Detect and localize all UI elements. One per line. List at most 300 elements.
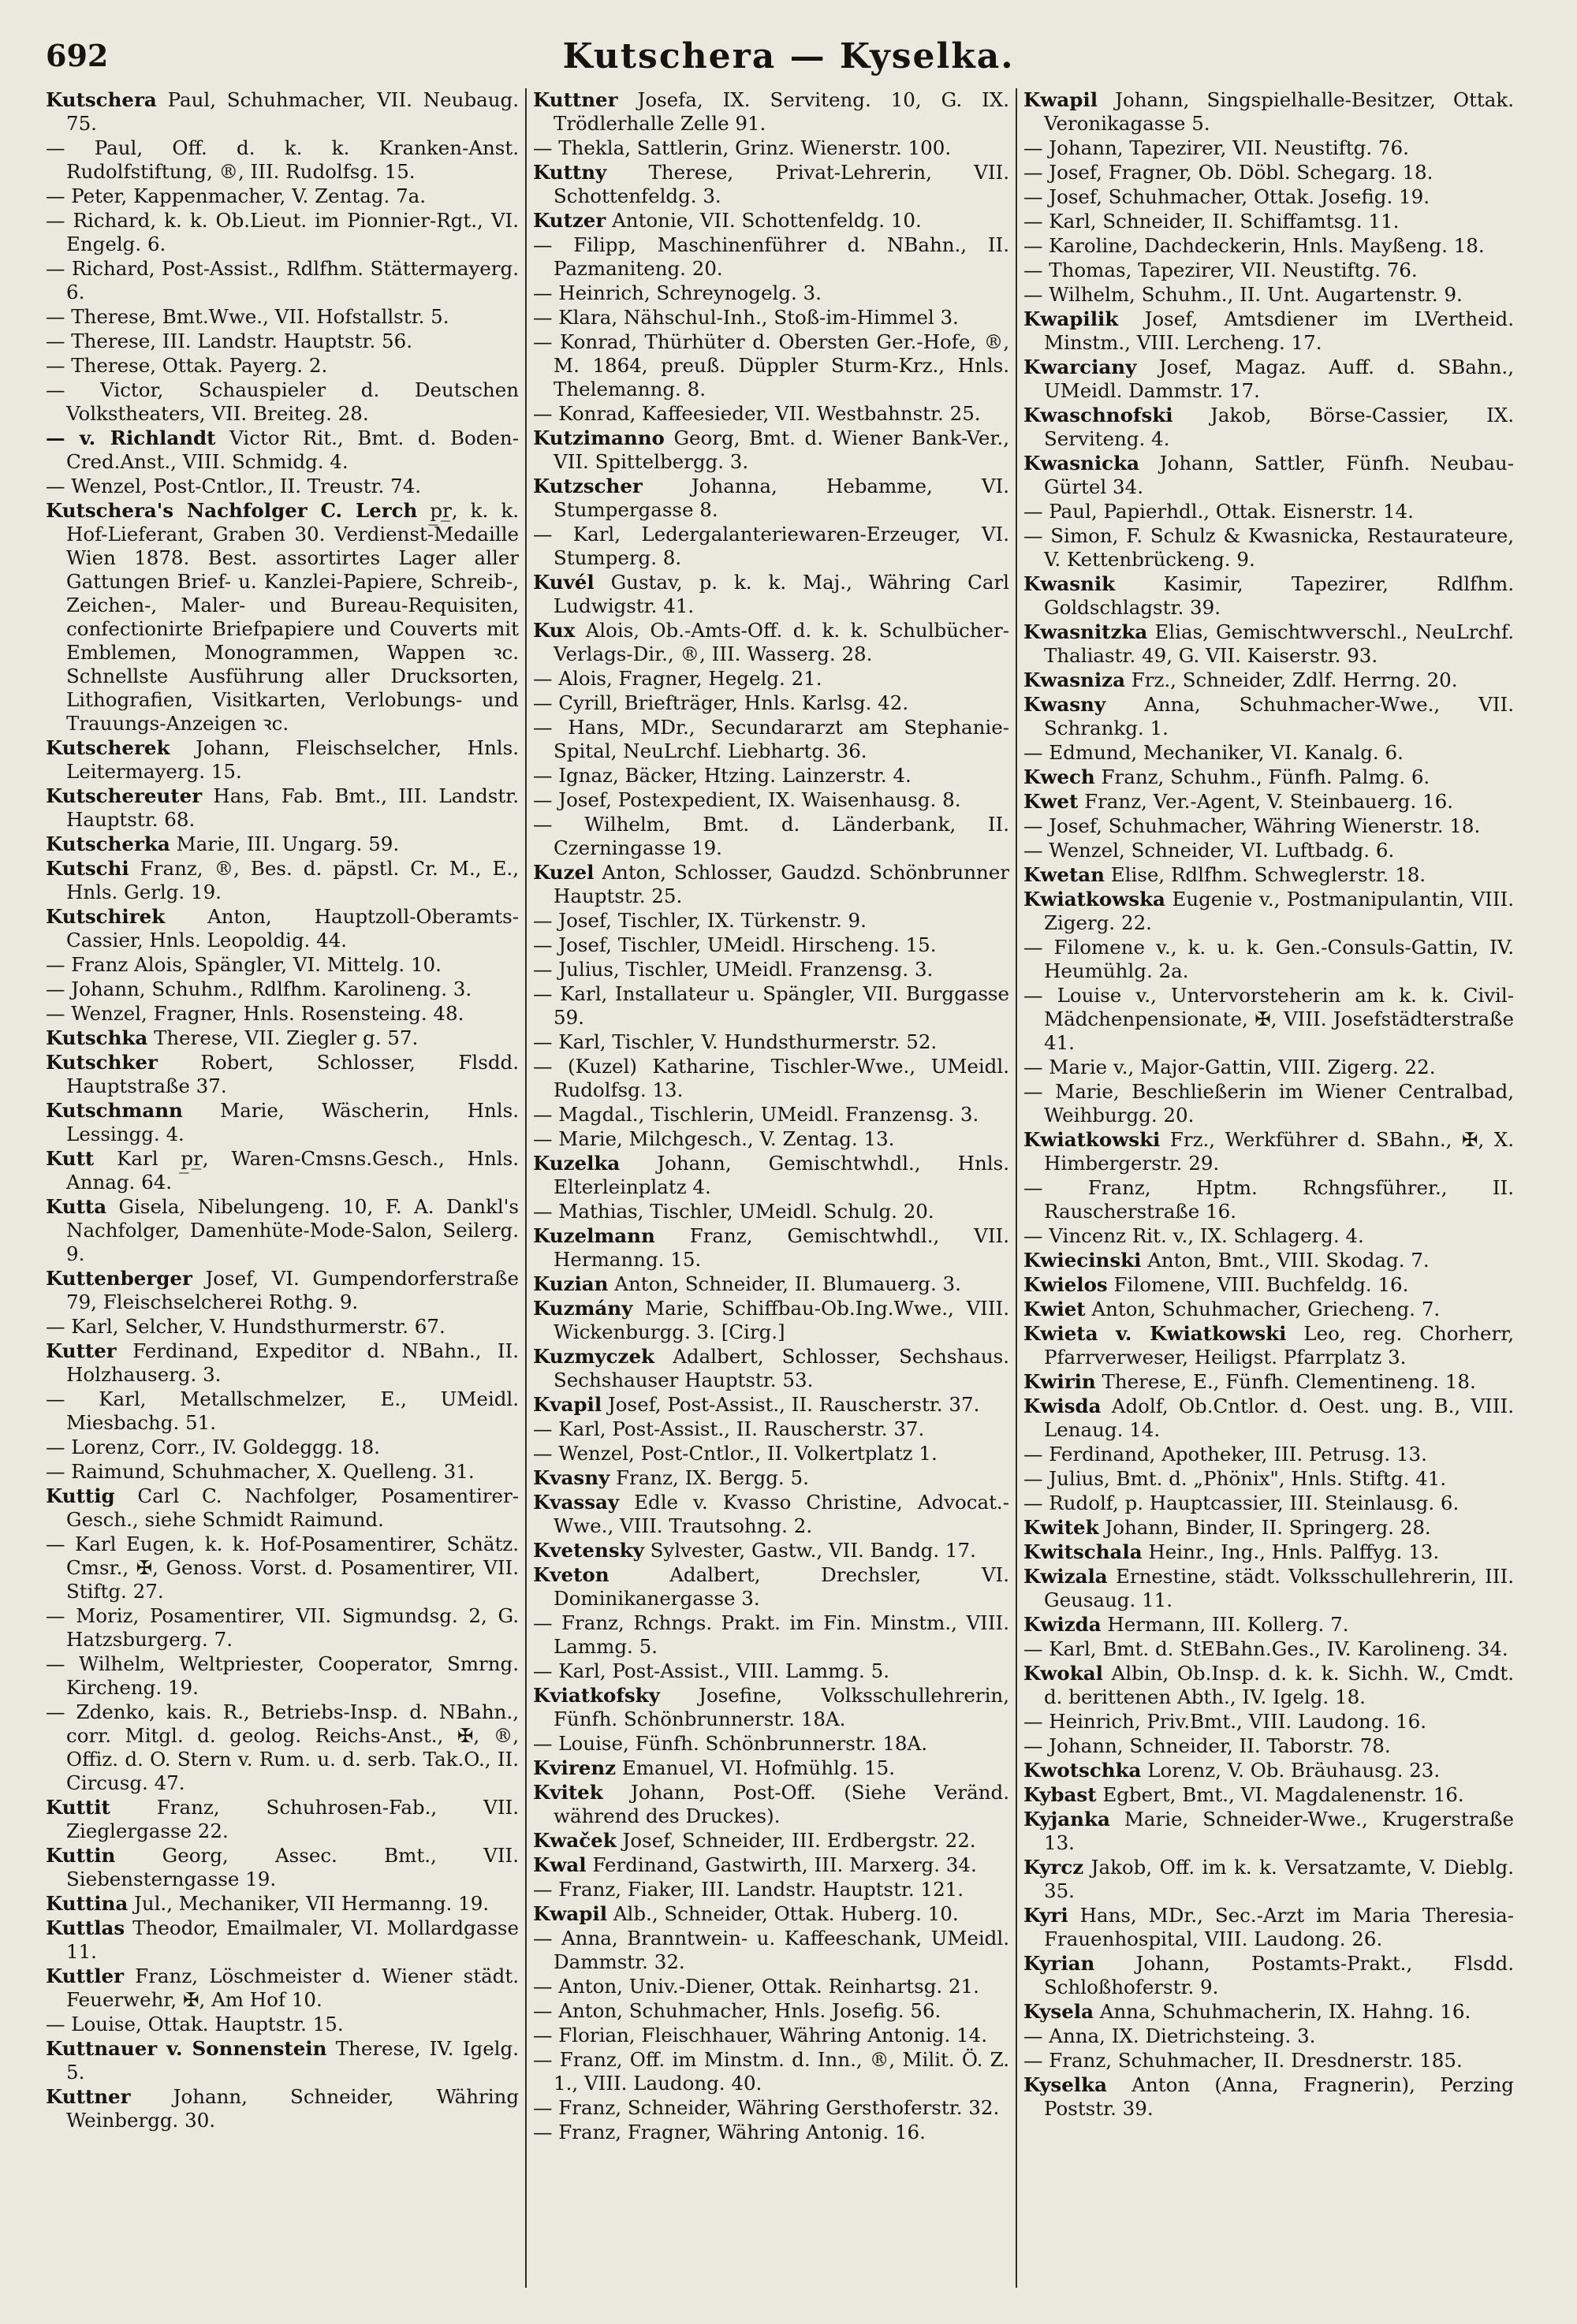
entry-surname: Kybast — [1023, 1783, 1097, 1806]
directory-entry — [533, 1466, 1009, 1490]
entry-details: Carl C. Nachfolger, Posamentirer-Gesch., siehe Schmidt Raimund. — [66, 1484, 519, 1531]
entry-details: — Karl, Selcher, V. Hundsthurmerstr. 67. — [46, 1315, 446, 1338]
entry-details: Karl p̲r̲, Waren-Cmsns.Gesch., Hnls. Annag. 64. — [66, 1147, 519, 1194]
directory-entry — [46, 1387, 519, 1435]
entry-details: — Louise, Fünfh. Schönbrunnerstr. 18A. — [533, 1732, 927, 1755]
entry-details: — Rudolf, p. Hauptcassier, III. Steinlausg. 6. — [1023, 1492, 1460, 1514]
directory-entry — [1023, 500, 1514, 523]
entry-surname: Kvitek — [533, 1781, 603, 1804]
directory-entry — [533, 1417, 1009, 1441]
entry-surname: Kuttig — [46, 1484, 115, 1507]
entry-details: — Marie, Beschließerin im Wiener Centralbad, Weihburgg. 20. — [1023, 1080, 1514, 1127]
directory-entry — [533, 1611, 1009, 1659]
directory-entry — [46, 305, 519, 329]
directory-entry — [1023, 1613, 1514, 1637]
entry-details: Adalbert, Schlosser, Sechshaus. Sechshauser Hauptstr. 53. — [554, 1345, 1009, 1391]
entry-details: Kasimir, Tapezirer, Rdlfhm. Goldschlagstr. 39. — [1044, 572, 1514, 619]
entry-details: Heinr., Ing., Hnls. Palffyg. 13. — [1148, 1540, 1440, 1563]
entry-details: Alois, Ob.-Amts-Off. d. k. k. Schulbücher-Verlags-Dir., ®, III. Wasserg. 28. — [554, 619, 1009, 665]
entry-details: — (Kuzel) Katharine, Tischler-Wwe., UMeidl. Rudolfsg. 13. — [533, 1055, 1009, 1101]
entry-details: Alb., Schneider, Ottak. Huberg. 10. — [613, 1902, 959, 1925]
entry-surname: Kwapilik — [1023, 307, 1119, 330]
entry-details: Anton, Bmt., VIII. Skodag. 7. — [1147, 1249, 1430, 1272]
entry-surname: Kuttny — [533, 161, 607, 184]
directory-entry — [1023, 1467, 1514, 1491]
entry-details: — Josef, Schuhmacher, Ottak. Josefig. 19. — [1023, 185, 1430, 208]
directory-entry — [46, 1051, 519, 1098]
directory-entry — [533, 813, 1009, 860]
directory-entry — [46, 209, 519, 256]
directory-entry — [1023, 1176, 1514, 1223]
directory-entry — [533, 1902, 1009, 1926]
directory-entry — [46, 953, 519, 977]
directory-entry — [46, 2013, 519, 2036]
entry-details: Marie, Wäscherin, Hnls. Lessingg. 4. — [66, 1099, 519, 1145]
entry-details: — Wilhelm, Weltpriester, Cooperator, Smrng. Kircheng. 19. — [46, 1652, 519, 1699]
directory-entry — [533, 136, 1009, 160]
column-3 — [1023, 88, 1514, 2296]
entry-details: Gustav, p. k. k. Maj., Währing Carl Ludwigstr. 41. — [554, 571, 1009, 617]
directory-entry — [1023, 307, 1514, 355]
running-title: Kutschera — Kyselka. — [562, 36, 1015, 76]
entry-details: — Zdenko, kais. R., Betriebs-Insp. d. NBahn., corr. Mitgl. d. geolog. Reichs-Anst., ✠, ®, Offiz. d. O. Stern v. Rum. u. d. serb. Tak.O., II. Circusg. 47. — [46, 1700, 519, 1794]
directory-entry — [46, 2085, 519, 2132]
entry-surname: Kwizda — [1023, 1613, 1102, 1636]
directory-entry — [1023, 741, 1514, 765]
directory-entry — [46, 136, 519, 184]
directory-entry — [1023, 1856, 1514, 1903]
directory-entry — [533, 2024, 1009, 2047]
entry-surname: Kwielos — [1023, 1273, 1108, 1296]
entry-details: Johann, Fleischselcher, Hnls. Leitermayerg. 15. — [66, 736, 519, 783]
directory-entry — [533, 281, 1009, 305]
column-divider — [525, 88, 527, 2288]
entry-details: — Simon, F. Schulz & Kwasnicka, Restaurateure, V. Kettenbrückeng. 9. — [1023, 524, 1514, 571]
directory-entry — [1023, 356, 1514, 403]
entry-details: — Karl Eugen, k. k. Hof-Posamentirer, Schätz. Cmsr., ✠, Genoss. Vorst. d. Posamentirer, VII. Stiftg. 27. — [46, 1533, 519, 1603]
directory-entry — [533, 475, 1009, 522]
entry-surname: Kuttner — [533, 88, 618, 111]
directory-entry — [533, 1200, 1009, 1223]
entry-details: Edle v. Kvasso Christine, Advocat.-Wwe., VIII. Trautsohng. 2. — [554, 1491, 1009, 1537]
entry-surname: Kuzelka — [533, 1152, 621, 1175]
entry-details: — Josef, Schuhmacher, Währing Wienerstr. 18. — [1023, 814, 1481, 837]
entry-details: Franz, Löschmeister d. Wiener städt. Feuerwehr, ✠, Am Hof 10. — [66, 1965, 519, 2011]
directory-entry — [533, 1297, 1009, 1344]
entry-surname: Kux — [533, 619, 576, 642]
entry-surname: Kwisda — [1023, 1395, 1102, 1417]
entry-surname: Kuttler — [46, 1965, 125, 1987]
entry-surname: Kwech — [1023, 765, 1095, 788]
entry-details: Hans, Fab. Bmt., III. Landstr. Hauptstr. 68. — [66, 784, 519, 831]
entry-details: — Karl, Post-Assist., VIII. Lammg. 5. — [533, 1659, 889, 1682]
entry-details: — Franz, Schuhmacher, II. Dresdnerstr. 185. — [1023, 2049, 1463, 2072]
entry-details: p̲r̲, k. k. Hof-Lieferant, Graben 30. Verdienst-Medaille Wien 1878. Best. assortirtes Lager aller Gattungen Brief- u. Kanzlei-Papiere, Schreib-, Zeichen-, Maler- und Bureau-Requisiten, confectionirte Briefpapiere und Couverts mit Emblemen, Monogrammen, Wappen ꝛc. Schnellste Ausführung aller Drucksorten, Lithografien, Visitkarten, Verlobungs- und Trauungs-Anzeigen ꝛc. — [66, 499, 519, 735]
entry-details: Franz, Schuhrosen-Fab., VII. Zieglergasse 22. — [66, 1796, 519, 1842]
entry-details: — Karl, Tischler, V. Hundsthurmerstr. 52. — [533, 1030, 938, 1053]
entry-details: — Karl, Ledergalanteriewaren-Erzeuger, VI. Stumperg. 8. — [533, 523, 1009, 569]
entry-surname: Kwaschnofski — [1023, 404, 1173, 426]
entry-surname: Kwetan — [1023, 863, 1105, 886]
entry-details: — Magdal., Tischlerin, UMeidl. Franzensg. 3. — [533, 1103, 979, 1126]
entry-details: Egbert, Bmt., VI. Magdalenenstr. 16. — [1102, 1783, 1464, 1806]
directory-entry — [533, 1853, 1009, 1877]
entry-surname: Kwitschala — [1023, 1540, 1143, 1563]
directory-entry — [46, 736, 519, 784]
entry-details: Antonie, VII. Schottenfeldg. 10. — [612, 209, 922, 232]
entry-details: Johann, Gemischtwhdl., Hnls. Elterleinplatz 4. — [554, 1152, 1009, 1198]
entry-surname: Kuttina — [46, 1892, 129, 1915]
directory-entry — [1023, 452, 1514, 499]
directory-entry — [1023, 888, 1514, 935]
directory-entry — [46, 1099, 519, 1146]
entry-surname: Kyjanka — [1023, 1808, 1110, 1831]
entry-surname: Kwasnik — [1023, 572, 1116, 595]
entry-details: — Peter, Kappenmacher, V. Zentag. 7a. — [46, 184, 427, 207]
entry-details: Jakob, Börse-Cassier, IX. Serviteng. 4. — [1044, 404, 1514, 450]
entry-surname: Kvapil — [533, 1393, 602, 1416]
entry-details: — Johann, Schuhm., Rdlfhm. Karolineng. 3. — [46, 978, 472, 1000]
directory-entry — [533, 1393, 1009, 1417]
entry-details: — Wilhelm, Bmt. d. Länderbank, II. Czerningasse 19. — [533, 813, 1009, 859]
directory-entry — [1023, 210, 1514, 233]
directory-entry — [1023, 936, 1514, 983]
entry-surname: Kwapil — [1023, 88, 1098, 111]
entry-details: — Edmund, Mechaniker, VI. Kanalg. 6. — [1023, 741, 1404, 764]
entry-details: — Ignaz, Bäcker, Htzing. Lainzerstr. 4. — [533, 764, 912, 787]
directory-entry — [533, 1732, 1009, 1756]
entry-details: — Victor, Schauspieler d. Deutschen Volkstheaters, VII. Breiteg. 28. — [46, 378, 519, 425]
entry-details: Robert, Schlosser, Flsdd. Hauptstraße 37. — [66, 1051, 519, 1097]
entry-details: — Karl, Schneider, II. Schiffamtsg. 11. — [1023, 210, 1400, 233]
entry-surname: Kyrcz — [1023, 1856, 1084, 1879]
entry-details: Josef, Magaz. Auff. d. SBahn., UMeidl. Dammstr. 17. — [1044, 356, 1514, 402]
directory-entry — [533, 523, 1009, 570]
entry-surname: Kutzimanno — [533, 426, 665, 449]
entry-details: Josefine, Volksschullehrerin, Fünfh. Schönbrunnerstr. 18A. — [554, 1684, 1009, 1730]
entry-surname: Kwasniza — [1023, 669, 1125, 691]
directory-entry — [1023, 1249, 1514, 1272]
directory-entry — [1023, 620, 1514, 668]
entry-surname: Kyselka — [1023, 2073, 1107, 2096]
entry-details: — Alois, Fragner, Hegelg. 21. — [533, 667, 822, 690]
directory-entry — [1023, 136, 1514, 160]
directory-entry — [46, 184, 519, 208]
directory-entry — [533, 88, 1009, 136]
entry-details: — Richard, k. k. Ob.Lieut. im Pionnier-Rgt., VI. Engelg. 6. — [46, 209, 519, 255]
entry-details: Josef, Post-Assist., II. Rauscherstr. 37. — [607, 1393, 980, 1416]
directory-entry — [1023, 814, 1514, 838]
directory-entry — [46, 905, 519, 952]
entry-details: Emanuel, VI. Hofmühlg. 15. — [621, 1756, 896, 1779]
directory-entry — [46, 832, 519, 856]
entry-details: — Marie, Milchgesch., V. Zentag. 13. — [533, 1127, 895, 1150]
directory-entry — [533, 161, 1009, 208]
directory-entry — [1023, 572, 1514, 620]
entry-surname: Kvasny — [533, 1466, 610, 1489]
entry-surname: Kwasnicka — [1023, 452, 1139, 475]
entry-details: — Karl, Bmt. d. StEBahn.Ges., IV. Karolineng. 34. — [1023, 1637, 1508, 1660]
entry-details: Eugenie v., Postmanipulantin, VIII. Zigerg. 22. — [1044, 888, 1514, 934]
entry-details: — Anna, IX. Dietrichsteing. 3. — [1023, 2024, 1316, 2047]
directory-entry — [533, 1684, 1009, 1731]
directory-entry — [533, 958, 1009, 981]
entry-details: — Johann, Schneider, II. Taborstr. 78. — [1023, 1734, 1391, 1757]
directory-entry — [1023, 524, 1514, 572]
directory-entry — [46, 1604, 519, 1652]
entry-details: — Anna, Branntwein- u. Kaffeeschank, UMeidl. Dammstr. 32. — [533, 1927, 1009, 1973]
entry-details: Johann, Binder, II. Springerg. 28. — [1105, 1516, 1431, 1539]
entry-details: — Karl, Post-Assist., II. Rauscherstr. 37. — [533, 1417, 925, 1440]
entry-details: Anton, Hauptzoll-Oberamts-Cassier, Hnls. Leopoldig. 44. — [66, 905, 519, 952]
entry-details: — Franz, Rchngs. Prakt. im Fin. Minstm., VIII. Lammg. 5. — [533, 1611, 1009, 1658]
directory-entry — [533, 933, 1009, 957]
entry-details: — Wenzel, Fragner, Hnls. Rosensteing. 48. — [46, 1002, 464, 1025]
directory-entry — [46, 330, 519, 353]
directory-entry — [1023, 404, 1514, 451]
directory-entry — [1023, 1492, 1514, 1515]
entry-details: — Franz, Fiaker, III. Landstr. Hauptstr. 121. — [533, 1878, 964, 1901]
entry-details: Paul, Schuhmacher, VII. Neubaug. 75. — [66, 88, 519, 135]
entry-surname: Kuvél — [533, 571, 595, 594]
entry-details: Leo, reg. Chorherr, Pfarrverweser, Heiligst. Pfarrplatz 3. — [1044, 1322, 1514, 1369]
entry-surname: Kwaček — [533, 1829, 617, 1852]
entry-details: Lorenz, V. Ob. Bräuhausg. 23. — [1147, 1759, 1441, 1782]
entry-surname: Kwiatkowska — [1023, 888, 1165, 911]
directory-entry — [1023, 88, 1514, 136]
entry-surname: Kwiet — [1023, 1298, 1086, 1320]
directory-entry — [1023, 669, 1514, 692]
entry-details: Filomene, VIII. Buchfeldg. 16. — [1113, 1273, 1409, 1296]
entry-surname: Kutzscher — [533, 475, 643, 497]
entry-details: — Wenzel, Schneider, VI. Luftbadg. 6. — [1023, 839, 1395, 862]
entry-details: — Therese, Ottak. Payerg. 2. — [46, 354, 328, 377]
entry-surname: Kutschker — [46, 1051, 158, 1074]
entry-surname: Kuzmyczek — [533, 1345, 655, 1368]
directory-entry — [46, 475, 519, 498]
entry-surname: Kutscherka — [46, 832, 170, 855]
entry-details: — Richard, Post-Assist., Rdlfhm. Stättermayerg. 6. — [46, 257, 519, 304]
entry-details: Ferdinand, Expeditor d. NBahn., II. Holzhauserg. 3. — [66, 1339, 519, 1386]
entry-details: — Moriz, Posamentirer, VII. Sigmundsg. 2, G. Hatzsburgerg. 7. — [46, 1604, 519, 1651]
entry-details: Johann, Schneider, Währing Weinbergg. 30. — [66, 2085, 519, 2132]
entry-surname: Kutschka — [46, 1026, 148, 1049]
entry-surname: Kwieta v. Kwiatkowski — [1023, 1322, 1287, 1345]
directory-entry — [533, 1103, 1009, 1127]
directory-entry — [533, 909, 1009, 933]
entry-details: Johann, Post-Off. (Siehe Veränd. während des Druckes). — [554, 1781, 1009, 1827]
directory-entry — [533, 330, 1009, 401]
entry-details: Marie, III. Ungarg. 59. — [176, 832, 400, 855]
entry-surname: Kwizala — [1023, 1565, 1108, 1588]
directory-entry — [46, 499, 519, 736]
directory-entry — [533, 788, 1009, 812]
directory-entry — [1023, 1395, 1514, 1442]
entry-surname: Kuttin — [46, 1844, 116, 1867]
entry-surname: Kvassay — [533, 1491, 620, 1514]
entry-details: Josef, Schneider, III. Erdbergstr. 22. — [622, 1829, 976, 1852]
entry-surname: Kutschera's Nachfolger C. Lerch — [46, 499, 418, 522]
entry-details: Therese, Privat-Lehrerin, VII. Schottenfeldg. 3. — [554, 161, 1009, 207]
directory-entry — [1023, 1759, 1514, 1782]
directory-entry — [1023, 984, 1514, 1055]
entry-details: Johann, Sattler, Fünfh. Neubau-Gürtel 34. — [1044, 452, 1514, 498]
entry-surname: Kutter — [46, 1339, 117, 1362]
entry-details: Josefa, IX. Serviteng. 10, G. IX. Trödlerhalle Zelle 91. — [554, 88, 1009, 135]
entry-details: Adalbert, Drechsler, VI. Dominikanergasse 3. — [554, 1563, 1009, 1610]
entry-surname: Kutta — [46, 1195, 107, 1218]
entry-details: Elias, Gemischtwverschl., NeuLrchf. Thaliastr. 49, G. VII. Kaiserstr. 93. — [1044, 620, 1514, 667]
entry-surname: Kysela — [1023, 2000, 1094, 2023]
entry-surname: Kwirin — [1023, 1370, 1096, 1393]
entry-details: — Florian, Fleischhauer, Währing Antonig. 14. — [533, 2024, 988, 2047]
directory-entry — [46, 1460, 519, 1484]
entry-details: Franz, Ver.-Agent, V. Steinbauerg. 16. — [1084, 790, 1454, 813]
entry-details: Therese, VII. Ziegler g. 57. — [154, 1026, 419, 1049]
directory-entry — [533, 619, 1009, 666]
entry-details: Anton (Anna, Fragnerin), Perzing Poststr. 39. — [1044, 2073, 1514, 2120]
entry-details: — Cyrill, Briefträger, Hnls. Karlsg. 42. — [533, 691, 909, 714]
entry-surname: Kutschmann — [46, 1099, 183, 1122]
directory-entry — [1023, 1904, 1514, 1951]
entry-surname: Kvetensky — [533, 1539, 644, 1562]
entry-details: — Josef, Postexpedient, IX. Waisenhausg. 8. — [533, 788, 961, 811]
directory-entry — [46, 1533, 519, 1603]
entry-details: Hans, MDr., Sec.-Arzt im Maria Theresia-Frauenhospital, VIII. Laudong. 26. — [1044, 1904, 1514, 1950]
directory-entry — [533, 306, 1009, 330]
entry-details: Frz., Werkführer d. SBahn., ✠, X. Himbergerstr. 29. — [1044, 1128, 1514, 1175]
directory-entry — [1023, 1952, 1514, 1999]
directory-entry — [533, 1030, 1009, 1054]
entry-details: — Josef, Fragner, Ob. Döbl. Schegarg. 18. — [1023, 161, 1433, 184]
directory-entry — [533, 691, 1009, 715]
directory-entry — [46, 1267, 519, 1314]
directory-entry — [46, 88, 519, 136]
directory-entry — [1023, 1540, 1514, 1564]
directory-entry — [533, 1878, 1009, 1901]
directory-entry — [1023, 693, 1514, 740]
entry-details: Ernestine, städt. Volksschullehrerin, III. Geusaug. 11. — [1044, 1565, 1514, 1611]
entry-details: Franz, ®, Bes. d. päpstl. Cr. M., E., Hnls. Gerlg. 19. — [66, 857, 519, 903]
entry-surname: Kyri — [1023, 1904, 1068, 1927]
directory-entry — [533, 667, 1009, 691]
entry-details: Georg, Bmt. d. Wiener Bank-Ver., VII. Spittelbergg. 3. — [554, 426, 1009, 473]
entry-details: — Wenzel, Post-Cntlor., II. Treustr. 74. — [46, 475, 422, 497]
entry-details: — Lorenz, Corr., IV. Goldeggg. 18. — [46, 1436, 380, 1458]
entry-details: Anton, Schuhmacher, Griecheng. 7. — [1091, 1298, 1441, 1320]
entry-details: — Thekla, Sattlerin, Grinz. Wienerstr. 100. — [533, 136, 952, 159]
entry-details: Sylvester, Gastw., VII. Bandg. 17. — [650, 1539, 976, 1562]
entry-details: — Anton, Schuhmacher, Hnls. Josefig. 56. — [533, 1999, 941, 2022]
entry-details: Franz, Schuhm., Fünfh. Palmg. 6. — [1101, 765, 1430, 788]
page-number: 692 — [46, 38, 109, 73]
directory-entry — [46, 1844, 519, 1891]
directory-entry — [533, 2096, 1009, 2120]
entry-details: Jakob, Off. im k. k. Versatzamte, V. Dieblg. 35. — [1044, 1856, 1514, 1902]
entry-details: Anna, Schuhmacher-Wwe., VII. Schrankg. 1. — [1044, 693, 1514, 739]
directory-entry — [533, 716, 1009, 763]
entry-surname: Kutzer — [533, 209, 606, 232]
directory-entry — [533, 982, 1009, 1030]
entry-details: — Ferdinand, Apotheker, III. Petrusg. 13. — [1023, 1443, 1427, 1466]
entry-surname: Kutscherek — [46, 736, 170, 759]
entry-surname: Kuttner — [46, 2085, 131, 2108]
entry-details: Anna, Schuhmacherin, IX. Hahng. 16. — [1099, 2000, 1471, 2023]
entry-details: — Mathias, Tischler, UMeidl. Schulg. 20. — [533, 1200, 934, 1223]
directory-entry — [1023, 1662, 1514, 1709]
entry-details: Josef, VI. Gumpendorferstraße 79, Fleischselcherei Rothg. 9. — [66, 1267, 519, 1313]
directory-entry — [533, 209, 1009, 233]
directory-entry — [533, 1829, 1009, 1853]
directory-entry — [46, 1965, 519, 2012]
entry-details: — Julius, Bmt. d. „Phönix", Hnls. Stiftg. 41. — [1023, 1467, 1447, 1490]
entry-details: — Wilhelm, Schuhm., II. Unt. Augartenstr. 9. — [1023, 283, 1463, 306]
directory-entry — [533, 1975, 1009, 1998]
entry-details: — Franz, Off. im Minstm. d. Inn., ®, Milit. Ö. Z. 1., VIII. Laudong. 40. — [533, 2048, 1009, 2095]
entry-details: — Therese, Bmt.Wwe., VII. Hofstallstr. 5. — [46, 305, 449, 328]
directory-entry — [533, 1539, 1009, 1562]
entry-details: — Karoline, Dachdeckerin, Hnls. Mayßeng. 18. — [1023, 234, 1485, 257]
entry-details: Georg, Assec. Bmt., VII. Siebensterngasse 19. — [66, 1844, 519, 1890]
directory-entry — [1023, 1080, 1514, 1127]
directory-entry — [1023, 1516, 1514, 1540]
directory-entry — [1023, 2024, 1514, 2048]
entry-details: — Franz Alois, Spängler, VI. Mittelg. 10. — [46, 953, 442, 976]
entry-details: — Filomene v., k. u. k. Gen.-Consuls-Gattin, IV. Heumühlg. 2a. — [1023, 936, 1514, 982]
entry-surname: Kuttit — [46, 1796, 110, 1819]
entry-details: Marie, Schiffbau-Ob.Ing.Wwe., VIII. Wickenburgg. 3. [Cirg.] — [554, 1297, 1009, 1343]
entry-details: — Heinrich, Schreynogelg. 3. — [533, 281, 822, 304]
directory-entry — [533, 861, 1009, 908]
page-header — [0, 32, 1577, 87]
entry-surname: Kuttnauer v. Sonnenstein — [46, 2037, 327, 2060]
directory-entry — [533, 1756, 1009, 1780]
entry-details: — Marie v., Major-Gattin, VIII. Zigerg. 22. — [1023, 1056, 1436, 1078]
entry-details: — Louise v., Untervorsteherin am k. k. Civil-Mädchenpensionate, ✠, VIII. Josefstädterstraße 41. — [1023, 984, 1514, 1054]
entry-details: — Louise, Ottak. Hauptstr. 15. — [46, 2013, 344, 2035]
entry-details: Frz., Schneider, Zdlf. Herrng. 20. — [1131, 669, 1458, 691]
entry-surname: Kutschirek — [46, 905, 166, 928]
entry-details: Marie, Schneider-Wwe., Krugerstraße 13. — [1044, 1808, 1514, 1854]
directory-entry — [533, 1659, 1009, 1683]
directory-entry — [533, 571, 1009, 618]
directory-entry — [533, 1781, 1009, 1828]
directory-entry — [1023, 2000, 1514, 2024]
directory-entry — [533, 764, 1009, 788]
entry-details: Anton, Schneider, II. Blumauerg. 3. — [614, 1272, 961, 1295]
directory-entry — [533, 1127, 1009, 1151]
entry-surname: Kwitek — [1023, 1516, 1099, 1539]
directory-entry — [533, 1491, 1009, 1538]
entry-details: Jul., Mechaniker, VII Hermanng. 19. — [134, 1892, 490, 1915]
entry-details: — Franz, Schneider, Währing Gersthoferstr. 32. — [533, 2096, 1000, 2119]
entry-details: — Wenzel, Post-Cntlor., II. Volkertplatz 1. — [533, 1442, 938, 1465]
entry-surname: Kutt — [46, 1147, 95, 1170]
entry-details: — Paul, Off. d. k. k. Kranken-Anst. Rudolfstiftung, ®, III. Rudolfsg. 15. — [46, 136, 519, 183]
entry-details: — Johann, Tapezirer, VII. Neustiftg. 76. — [1023, 136, 1409, 159]
directory-entry — [1023, 234, 1514, 258]
entry-details: Ferdinand, Gastwirth, III. Marxerg. 34. — [592, 1853, 977, 1876]
entry-surname: Kuzelmann — [533, 1224, 655, 1247]
directory-entry — [1023, 161, 1514, 184]
directory-entry — [1023, 185, 1514, 209]
entry-surname: Kwal — [533, 1853, 587, 1876]
entry-surname: Kveton — [533, 1563, 610, 1586]
entry-surname: Kutschi — [46, 857, 129, 880]
directory-entry — [46, 1026, 519, 1050]
directory-entry — [533, 1563, 1009, 1611]
directory-entry — [533, 1272, 1009, 1296]
